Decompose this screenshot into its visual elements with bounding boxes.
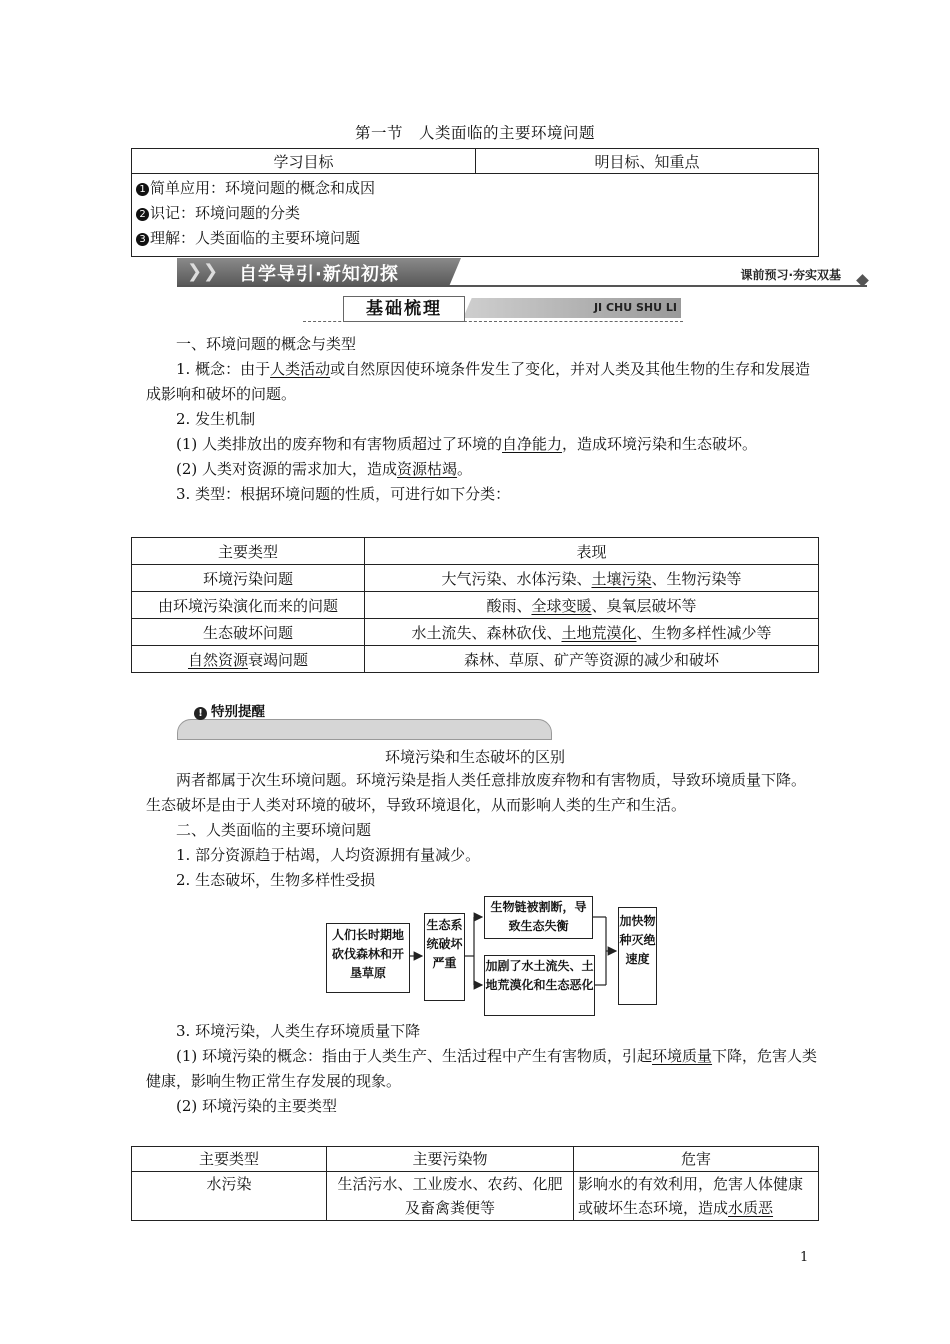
subsection-title: 基础梳理: [343, 296, 465, 322]
tip-label: 特别提醒: [211, 704, 265, 720]
goals-header-left: 学习目标: [132, 149, 476, 174]
mechanism-item: (1) 人类排放出的废弃物和有害物质超过了环境的自净能力，造成环境污染和生态破坏。: [176, 435, 758, 453]
goal-item: 3 理解：人类面临的主要环境问题: [136, 226, 814, 251]
problem-types-table: [131, 537, 819, 673]
list-item: 3. 环境污染，人类生存环境质量下降: [176, 1022, 421, 1040]
number-badge-icon: 2: [136, 208, 149, 221]
special-tip-header: [177, 700, 550, 740]
heading-part1: 一、环境问题的概念与类型: [176, 335, 357, 353]
concept-paragraph: 1. 概念：由于人类活动或自然原因使环境条件发生了变化，并对人类及其他生物的生存和发展造成影响和破坏的问题。: [146, 360, 811, 403]
goal-item: 2 识记：环境问题的分类: [136, 201, 814, 226]
section-banner: [177, 258, 867, 288]
page-number: 1: [800, 1250, 809, 1265]
learning-goals-table: [131, 148, 819, 257]
body-text-part3: [146, 1019, 820, 1119]
number-badge-icon: 3: [136, 233, 149, 246]
table-row: 主要类型 表现: [132, 538, 819, 565]
page-title: 第一节 人类面临的主要环境问题: [354, 124, 595, 142]
diagram-box-food-chain: 生物链被割断，导致生态失衡: [484, 896, 593, 939]
diagram-box-extinction: 加快物种灭绝速度: [618, 907, 657, 1005]
number-badge-icon: 1: [136, 183, 149, 196]
subsection-pinyin: JI CHU SHU LI: [593, 301, 677, 314]
mechanism-heading: 2. 发生机制: [176, 410, 256, 428]
tip-title: 环境污染和生态破坏的区别: [384, 748, 565, 766]
table-row: 生态破坏问题 水土流失、森林砍伐、土地荒漠化、生物多样性减少等: [132, 619, 819, 646]
tip-body: 两者都属于次生环境问题。环境污染是指人类任意排放废弃物和有害物质，导致环境质量下降。生态破坏是由于人类对环境的破坏，导致环境退化，从而影响人类的生产和生活。: [146, 771, 807, 814]
pollution-definition: (1) 环境污染的概念：指由于人类生产、生活过程中产生有害物质，引起环境质量下降，危害人类健康，影响生物正常生存发展的现象。: [146, 1047, 818, 1090]
heading-part2: 二、人类面临的主要环境问题: [176, 821, 372, 839]
goals-header-right: 明目标、知重点: [476, 149, 819, 174]
goal-item: 1 简单应用：环境问题的概念和成因: [136, 176, 814, 201]
table-row: 自然资源衰竭问题 森林、草原、矿产等资源的减少和破坏: [132, 646, 819, 673]
diagram-box-erosion: 加剧了水土流失、土地荒漠化和生态恶化: [484, 955, 595, 1016]
goals-list: [132, 174, 819, 257]
table-row: 环境污染问题 大气污染、水体污染、土壤污染、生物污染等: [132, 565, 819, 592]
body-text-part2: [146, 768, 820, 893]
diagram-box-ecosystem: 生态系统破坏严重: [424, 913, 465, 1001]
table-row: 由环境污染演化而来的问题 酸雨、全球变暖、臭氧层破坏等: [132, 592, 819, 619]
mechanism-item: (2) 人类对资源的需求加大，造成资源枯竭。: [176, 460, 473, 478]
chevron-right-icon: ❯: [203, 261, 219, 282]
banner-title: 自学导引·新知初探: [239, 264, 399, 285]
diagram-box-cause: 人们长时期地砍伐森林和开垦草原: [326, 923, 410, 993]
list-item: 1. 部分资源趋于枯竭，人均资源拥有量减少。: [176, 846, 481, 864]
banner-subtitle: 课前预习·夯实双基: [740, 268, 841, 282]
pollution-types-table: [131, 1146, 819, 1221]
pollution-types-heading: (2) 环境污染的主要类型: [176, 1097, 338, 1115]
exclamation-icon: !: [194, 707, 207, 720]
body-text-part1: [146, 332, 820, 507]
chevron-right-icon: ❯: [187, 261, 203, 282]
list-item: 2. 生态破坏，生物多样性受损: [176, 871, 376, 889]
subsection-header: [303, 296, 683, 326]
table-row: 主要类型 主要污染物 危害: [132, 1147, 819, 1172]
types-intro: 3. 类型：根据环境问题的性质，可进行如下分类：: [176, 485, 511, 503]
table-row: 水污染 生活污水、工业废水、农药、化肥及畜禽粪便等 影响水的有效利用，危害人体健康或破坏生态环境，造成水质恶: [132, 1172, 819, 1221]
flow-diagram: [326, 895, 656, 1015]
